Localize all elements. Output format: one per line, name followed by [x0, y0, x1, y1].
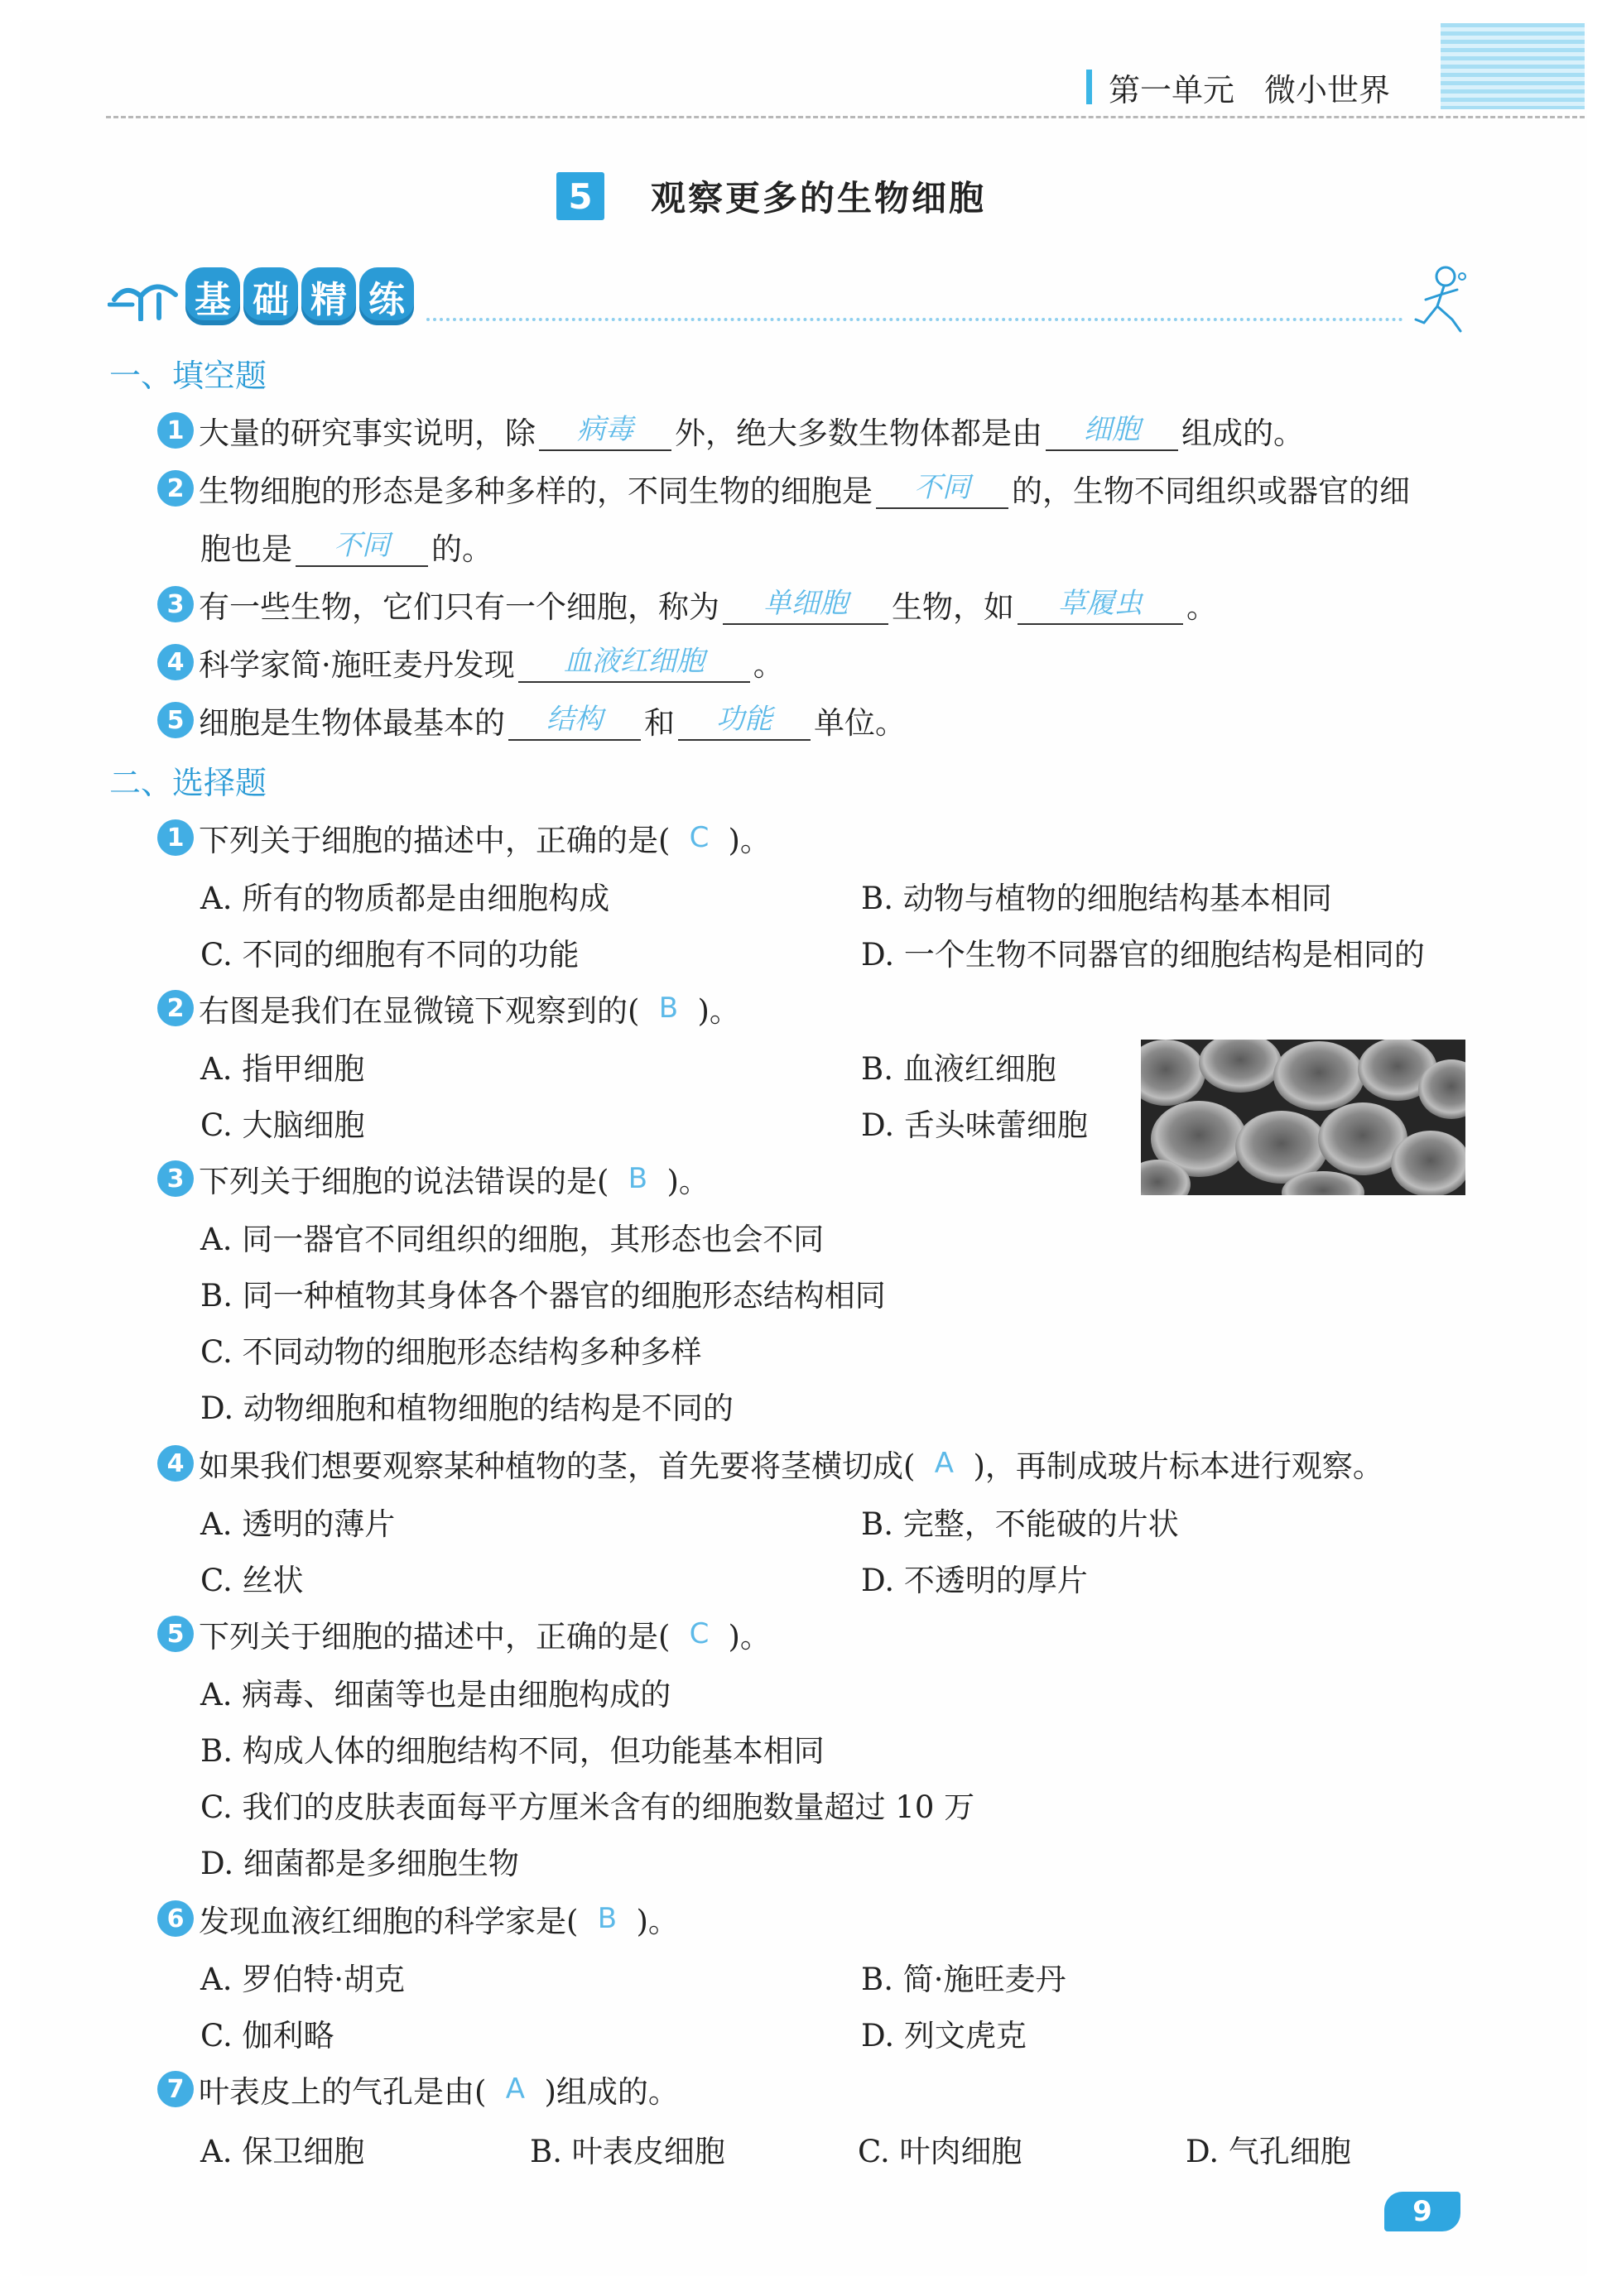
fill-question-3: 3 有一些生物，它们只有一个细胞，称为 单细胞 生物，如 草履虫 。 [157, 579, 1217, 629]
answer-letter: A [505, 2073, 526, 2106]
option-c: C. 伽利略 [200, 2018, 334, 2053]
lesson-title [556, 171, 986, 222]
red-blood-cells-image [1141, 1040, 1465, 1195]
section-heading-choice: 二、选择题 [109, 764, 267, 801]
banner-char: 练 [359, 267, 414, 325]
question-number: 5 [157, 702, 194, 738]
choice-question-3: 3 下列关于细胞的说法错误的是( B )。 [157, 1154, 710, 1203]
running-figure-icon [1407, 265, 1474, 334]
banner-char: 精 [301, 267, 356, 325]
question-number: 4 [157, 644, 194, 680]
option-a: A. 所有的物质都是由细胞构成 [200, 881, 610, 916]
header-divider [106, 116, 1585, 118]
option-b: B. 叶表皮细胞 [530, 2134, 725, 2169]
lesson-number: 5 [556, 172, 604, 220]
option-a: A. 透明的薄片 [200, 1506, 396, 1542]
unit-header [1086, 66, 1390, 108]
question-number: 2 [157, 470, 194, 507]
answer-letter: B [597, 1902, 618, 1935]
question-number: 6 [157, 1900, 194, 1937]
banner-dotted-line [426, 318, 1403, 321]
fill-question-1: 1 大量的研究事实说明，除 病毒 外，绝大多数生物体都是由 细胞 组成的。 [157, 406, 1304, 455]
fill-question-5: 5 细胞是生物体最基本的 结构 和 功能 单位。 [157, 695, 906, 745]
question-number: 3 [157, 586, 194, 622]
unit-label: 第一单元 [1109, 71, 1235, 108]
answer-blank: 单细胞 [723, 584, 888, 625]
option-b: B. 动物与植物的细胞结构基本相同 [861, 881, 1332, 916]
option-a: A. 罗伯特·胡克 [200, 1962, 406, 1997]
option-d: D. 不透明的厚片 [861, 1563, 1088, 1598]
header-bar [1086, 70, 1092, 104]
option-c: C. 大脑细胞 [200, 1107, 365, 1143]
option-a: A. 同一器官不同组织的细胞，其形态也会不同 [200, 1222, 825, 1257]
option-b: B. 构成人体的细胞结构不同，但功能基本相同 [200, 1733, 825, 1769]
option-b: B. 同一种植物其身体各个器官的细胞形态结构相同 [200, 1278, 886, 1314]
choice-question-4: 4 如果我们想要观察某种植物的茎，首先要将茎横切成( A )，再制成玻片标本进行观察。 [157, 1439, 1383, 1488]
answer-blank: 结构 [508, 699, 641, 741]
choice-question-2: 2 右图是我们在显微镜下观察到的( B )。 [157, 983, 740, 1033]
option-d: D. 列文虎克 [861, 2018, 1027, 2053]
question-number: 4 [157, 1445, 194, 1482]
option-d: D. 动物细胞和植物细胞的结构是不同的 [200, 1391, 734, 1426]
lesson-title-text: 观察更多的生物细胞 [651, 178, 987, 219]
question-number: 5 [157, 1616, 194, 1652]
fill-question-4: 4 科学家简·施旺麦丹发现 血液红细胞 。 [157, 637, 784, 687]
answer-blank: 草履虫 [1018, 584, 1183, 625]
page-number: 9 [1384, 2192, 1460, 2231]
option-a: A. 指甲细胞 [200, 1051, 365, 1087]
answer-letter: C [689, 1617, 710, 1650]
option-c: C. 丝状 [200, 1563, 304, 1598]
answer-letter: C [689, 821, 710, 854]
option-d: D. 舌头味蕾细胞 [861, 1107, 1088, 1143]
option-c: C. 叶肉细胞 [858, 2134, 1022, 2169]
option-c: C. 不同的细胞有不同的功能 [200, 937, 580, 973]
header-stripes [1441, 23, 1585, 109]
option-c: C. 不同动物的细胞形态结构多种多样 [200, 1334, 702, 1370]
banner-char: 础 [243, 267, 298, 325]
option-b: B. 完整，不能破的片状 [861, 1506, 1179, 1542]
unit-topic: 微小世界 [1264, 71, 1391, 108]
question-number: 2 [157, 990, 194, 1026]
choice-question-1: 1 下列关于细胞的描述中，正确的是( C )。 [157, 813, 771, 862]
option-d: D. 一个生物不同器官的细胞结构是相同的 [861, 937, 1425, 973]
option-a: A. 病毒、细菌等也是由细胞构成的 [200, 1677, 671, 1712]
answer-blank: 不同 [296, 526, 428, 567]
answer-letter: B [628, 1162, 648, 1195]
question-number: 1 [157, 819, 194, 856]
fill-question-2: 2 生物细胞的形态是多种多样的，不同生物的细胞是 不同 的，生物不同组织或器官的细 [157, 464, 1410, 513]
question-number: 1 [157, 412, 194, 449]
answer-blank: 功能 [678, 699, 811, 741]
answer-blank: 病毒 [539, 410, 671, 451]
banner-char: 基 [185, 267, 240, 325]
section-heading-fill: 一、填空题 [109, 357, 267, 394]
section-banner [108, 263, 414, 329]
answer-letter: A [934, 1447, 955, 1480]
fill-question-2-continued: 胞也是 不同 的。 [200, 521, 493, 571]
option-b: B. 简·施旺麦丹 [861, 1962, 1066, 1997]
choice-question-7: 7 叶表皮上的气孔是由( A )组成的。 [157, 2064, 679, 2114]
answer-blank: 血液红细胞 [518, 641, 750, 683]
choice-question-6: 6 发现血液红细胞的科学家是( B )。 [157, 1894, 679, 1943]
option-b: B. 血液红细胞 [861, 1051, 1056, 1087]
question-number: 7 [157, 2071, 194, 2107]
answer-letter: B [658, 992, 679, 1025]
choice-question-5: 5 下列关于细胞的描述中，正确的是( C )。 [157, 1609, 771, 1659]
answer-blank: 不同 [876, 468, 1008, 509]
question-number: 3 [157, 1160, 194, 1197]
sprout-icon [108, 271, 182, 321]
answer-blank: 细胞 [1046, 410, 1178, 451]
option-d: D. 气孔细胞 [1186, 2134, 1351, 2169]
option-a: A. 保卫细胞 [200, 2134, 365, 2169]
option-d: D. 细菌都是多细胞生物 [200, 1846, 519, 1881]
option-c: C. 我们的皮肤表面每平方厘米含有的细胞数量超过 10 万 [200, 1789, 975, 1825]
